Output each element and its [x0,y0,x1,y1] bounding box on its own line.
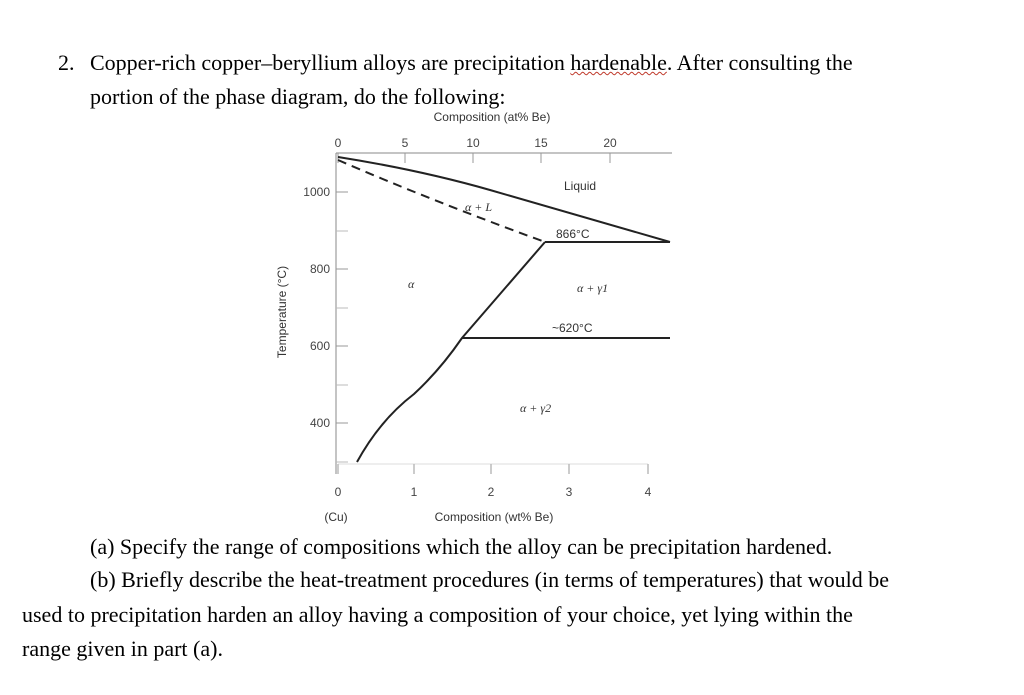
annotation-eutectic-temp: 866°C [556,227,590,241]
part-b-line-3: range given in part (a). [22,636,223,661]
question-number: 2. [58,50,75,75]
part-b-line-2: used to precipitation harden an alloy having a composition of your choice, yet lying within the [22,602,853,627]
bottom-tick-label: 0 [334,485,342,499]
top-tick-label: 5 [401,136,409,150]
top-tick-label: 0 [334,136,342,150]
question-line-1-pre: Copper-rich copper–beryllium alloys are precipitation [90,50,571,75]
phase-label-alpha-gamma2: α + γ2 [520,401,552,415]
solvus-line [357,242,545,462]
solidus-line [338,160,545,242]
part-b-line-1: (b) Briefly describe the heat-treatment procedures (in terms of temperatures) that would be [90,567,890,592]
y-axis-title: Temperature (°C) [275,265,289,359]
y-tick-label: 400 [309,416,330,430]
y-tick-label: 1000 [303,185,330,199]
y-tick-label: 800 [309,262,330,276]
question-line-2: portion of the phase diagram, do the following: [90,84,506,109]
x-axis-title: Composition (wt% Be) [434,510,554,524]
phase-label-liquid: Liquid [564,179,597,193]
phase-label-alpha-liquid: α + L [465,200,493,214]
bottom-tick-label: 2 [487,485,495,499]
bottom-tick-label: 3 [565,485,573,499]
phase-label-alpha: α [408,277,415,291]
top-axis-title: Composition (at% Be) [433,110,551,124]
question-line-1-post: . After consulting the [666,50,853,75]
bottom-tick-label: 4 [644,485,652,499]
x-origin-label: (Cu) [324,510,348,524]
spellcheck-word: hardenable [570,50,667,75]
annotation-eutectoid-temp: ~620°C [552,321,593,335]
phase-label-alpha-gamma1: α + γ1 [577,281,609,295]
y-tick-label: 600 [309,339,330,353]
bottom-tick-label: 1 [410,485,418,499]
top-tick-label: 20 [603,136,617,150]
liquidus-line [338,157,670,242]
top-tick-label: 15 [534,136,548,150]
part-a: (a) Specify the range of compositions which the alloy can be precipitation hardened. [90,534,833,559]
top-tick-label: 10 [466,136,480,150]
